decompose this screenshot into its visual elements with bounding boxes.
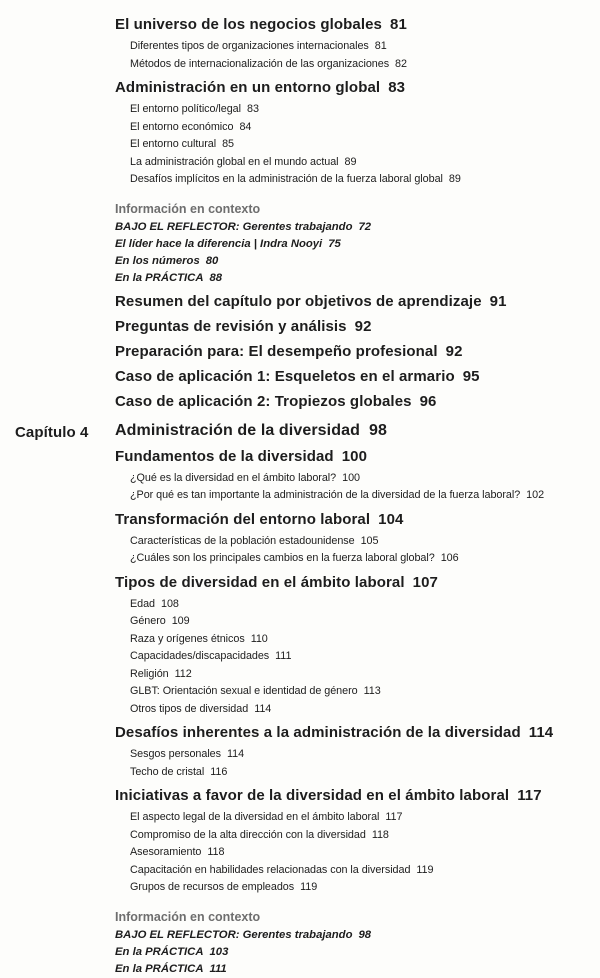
- entry-title: Compromiso de la alta dirección con la diversidad: [130, 828, 366, 841]
- entry-page-number: 111: [209, 962, 227, 975]
- toc-endmatter-entry: [0, 292, 600, 312]
- toc-subentry: [0, 487, 600, 505]
- toc-subentry: [0, 764, 600, 782]
- entry-title: El entorno económico: [130, 120, 234, 133]
- toc-context-heading: [0, 909, 600, 925]
- entry-title: Caso de aplicación 2: Tropiezos globales: [115, 392, 412, 410]
- entry-title: Religión: [130, 667, 169, 680]
- entry-page-number: 118: [207, 846, 225, 858]
- toc-subentry: [0, 631, 600, 649]
- toc-subentry: [0, 119, 600, 137]
- entry-page-number: 108: [161, 597, 179, 610]
- toc-section-heading: [0, 573, 600, 593]
- toc-subentry: [0, 470, 600, 488]
- toc-feature-entry: [0, 219, 600, 236]
- entry-page-number: 109: [171, 615, 190, 627]
- entry-page-number: 102: [526, 489, 545, 501]
- entry-page-number: 100: [342, 471, 360, 484]
- entry-page-number: 95: [462, 367, 480, 385]
- entry-title: El entorno cultural: [130, 138, 217, 150]
- entry-title: Asesoramiento: [130, 846, 202, 858]
- toc-section-heading: [0, 786, 600, 806]
- entry-title: En la PRÁCTICA: [115, 945, 204, 958]
- toc-chapter-row: [0, 420, 600, 442]
- toc-subentry: [0, 666, 600, 684]
- toc-endmatter-entry: [0, 367, 600, 387]
- entry-title: El universo de los negocios globales: [115, 16, 383, 33]
- entry-title: El entorno político/legal: [130, 103, 241, 115]
- entry-title: El aspecto legal de la diversidad en el ámbito laboral: [130, 811, 380, 823]
- entry-title: Edad: [130, 597, 156, 610]
- entry-title: El líder hace la diferencia | Indra Nooyi: [115, 237, 323, 250]
- toc-subentry: [0, 809, 600, 827]
- entry-title: Diferentes tipos de organizaciones internacionales: [130, 40, 369, 52]
- entry-page-number: 105: [360, 534, 379, 547]
- entry-title: En la PRÁCTICA: [115, 962, 204, 975]
- entry-page-number: 88: [209, 271, 223, 284]
- entry-title: En la PRÁCTICA: [115, 271, 204, 284]
- entry-page-number: 113: [363, 685, 381, 697]
- toc-subentry: [0, 683, 600, 701]
- entry-page-number: 118: [371, 828, 389, 841]
- toc-section-heading: [0, 510, 600, 530]
- entry-title: Preparación para: El desempeño profesional: [115, 342, 438, 360]
- toc-section-heading: [0, 447, 600, 467]
- entry-page-number: 103: [209, 945, 229, 958]
- entry-page-number: 96: [419, 392, 437, 410]
- toc-feature-entry: [0, 270, 600, 287]
- entry-title: Características de la población estadounidense: [130, 534, 355, 547]
- entry-title: ¿Qué es la diversidad en el ámbito laboral?: [130, 471, 337, 484]
- entry-title: ¿Por qué es tan importante la administración de la diversidad de la fuerza laboral?: [130, 489, 521, 501]
- entry-page-number: 114: [226, 748, 245, 760]
- entry-title: Género: [130, 615, 166, 627]
- toc-subentry: [0, 171, 600, 189]
- entry-page-number: 119: [300, 881, 318, 893]
- toc-endmatter-entry: [0, 317, 600, 337]
- entry-page-number: 89: [448, 173, 461, 185]
- entry-title: Administración en un entorno global: [115, 79, 381, 96]
- toc-section-heading: [0, 78, 600, 98]
- toc-feature-entry: [0, 236, 600, 253]
- entry-page-number: 83: [388, 79, 406, 96]
- toc-subentry: [0, 844, 600, 862]
- entry-title: Desafíos inherentes a la administración de la diversidad: [115, 724, 521, 741]
- entry-title: Preguntas de revisión y análisis: [115, 317, 347, 335]
- toc-subentry: [0, 56, 600, 74]
- entry-page-number: 92: [445, 342, 463, 360]
- entry-page-number: 117: [385, 811, 403, 823]
- entry-title: Iniciativas a favor de la diversidad en el ámbito laboral: [115, 787, 510, 804]
- entry-title: Administración de la diversidad: [115, 421, 360, 439]
- toc-subentry: [0, 136, 600, 154]
- entry-page-number: 107: [412, 573, 438, 591]
- entry-page-number: 81: [374, 40, 387, 52]
- toc-subentry: [0, 879, 600, 897]
- entry-page-number: 106: [440, 552, 459, 564]
- entry-title: Sesgos personales: [130, 748, 221, 760]
- toc-subentry: [0, 533, 600, 551]
- entry-page-number: 81: [390, 16, 407, 33]
- entry-title: ¿Cuáles son los principales cambios en la fuerza laboral global?: [130, 552, 435, 564]
- toc-subentry: [0, 596, 600, 614]
- entry-title: Desafíos implícitos en la administración de la fuerza laboral global: [130, 173, 443, 185]
- chapter-number-label: Capítulo 4: [15, 423, 89, 441]
- entry-title: BAJO EL REFLECTOR: Gerentes trabajando: [115, 220, 353, 233]
- entry-page-number: 80: [205, 254, 219, 267]
- entry-title: Grupos de recursos de empleados: [130, 881, 295, 893]
- toc-endmatter-entry: [0, 392, 600, 412]
- entry-page-number: 75: [328, 237, 341, 250]
- entry-title: BAJO EL REFLECTOR: Gerentes trabajando: [115, 928, 353, 941]
- entry-page-number: 114: [528, 724, 554, 741]
- toc-section-heading: [0, 15, 600, 35]
- toc-feature-entry: [0, 927, 600, 944]
- toc-subentry: [0, 827, 600, 845]
- toc-subentry: [0, 701, 600, 719]
- entry-page-number: 83: [247, 103, 259, 115]
- entry-page-number: 91: [489, 292, 507, 310]
- entry-page-number: 85: [222, 138, 234, 150]
- toc-subentry: [0, 550, 600, 568]
- entry-title: Métodos de internacionalización de las organizaciones: [130, 57, 390, 70]
- entry-page-number: 92: [354, 317, 372, 335]
- entry-title: Capacitación en habilidades relacionadas con la diversidad: [130, 863, 411, 876]
- toc-subentry: [0, 648, 600, 666]
- entry-page-number: 98: [368, 421, 387, 439]
- entry-page-number: 98: [358, 928, 372, 941]
- toc-section-heading: [0, 723, 600, 743]
- toc-subentry: [0, 746, 600, 764]
- entry-title: La administración global en el mundo actual: [130, 155, 339, 168]
- entry-title: Información en contexto: [115, 909, 261, 924]
- entry-title: Techo de cristal: [130, 765, 205, 778]
- entry-title: En los números: [115, 254, 200, 267]
- entry-page-number: 111: [275, 650, 292, 662]
- toc-endmatter-entry: [0, 342, 600, 362]
- entry-title: Tipos de diversidad en el ámbito laboral: [115, 573, 405, 591]
- toc-feature-entry: [0, 961, 600, 978]
- toc-subentry: [0, 101, 600, 119]
- toc-subentry: [0, 862, 600, 880]
- entry-title: Transformación del entorno laboral: [115, 510, 371, 528]
- entry-page-number: 116: [210, 765, 228, 778]
- toc-feature-entry: [0, 253, 600, 270]
- entry-page-number: 89: [344, 155, 357, 168]
- entry-title: Raza y orígenes étnicos: [130, 632, 245, 645]
- toc-subentry: [0, 154, 600, 172]
- entry-title: GLBT: Orientación sexual e identidad de género: [130, 685, 358, 697]
- entry-page-number: 117: [517, 787, 542, 804]
- entry-title: Capacidades/discapacidades: [130, 650, 270, 662]
- entry-page-number: 114: [254, 702, 272, 715]
- entry-page-number: 110: [250, 632, 268, 645]
- entry-page-number: 82: [395, 57, 407, 70]
- entry-page-number: 84: [239, 120, 252, 133]
- toc-subentry: [0, 613, 600, 631]
- entry-title: Fundamentos de la diversidad: [115, 447, 334, 465]
- entry-page-number: 72: [358, 220, 372, 233]
- entry-title: Otros tipos de diversidad: [130, 702, 249, 715]
- entry-title: Resumen del capítulo por objetivos de aprendizaje: [115, 292, 482, 310]
- toc-context-heading: [0, 201, 600, 217]
- toc-feature-entry: [0, 944, 600, 961]
- entry-page-number: 100: [341, 447, 368, 465]
- entry-page-number: 112: [174, 667, 192, 680]
- entry-page-number: 119: [416, 863, 434, 876]
- toc-subentry: [0, 38, 600, 56]
- entry-title: Información en contexto: [115, 201, 261, 216]
- entry-page-number: 104: [378, 510, 404, 528]
- entry-title: Caso de aplicación 1: Esqueletos en el armario: [115, 367, 455, 385]
